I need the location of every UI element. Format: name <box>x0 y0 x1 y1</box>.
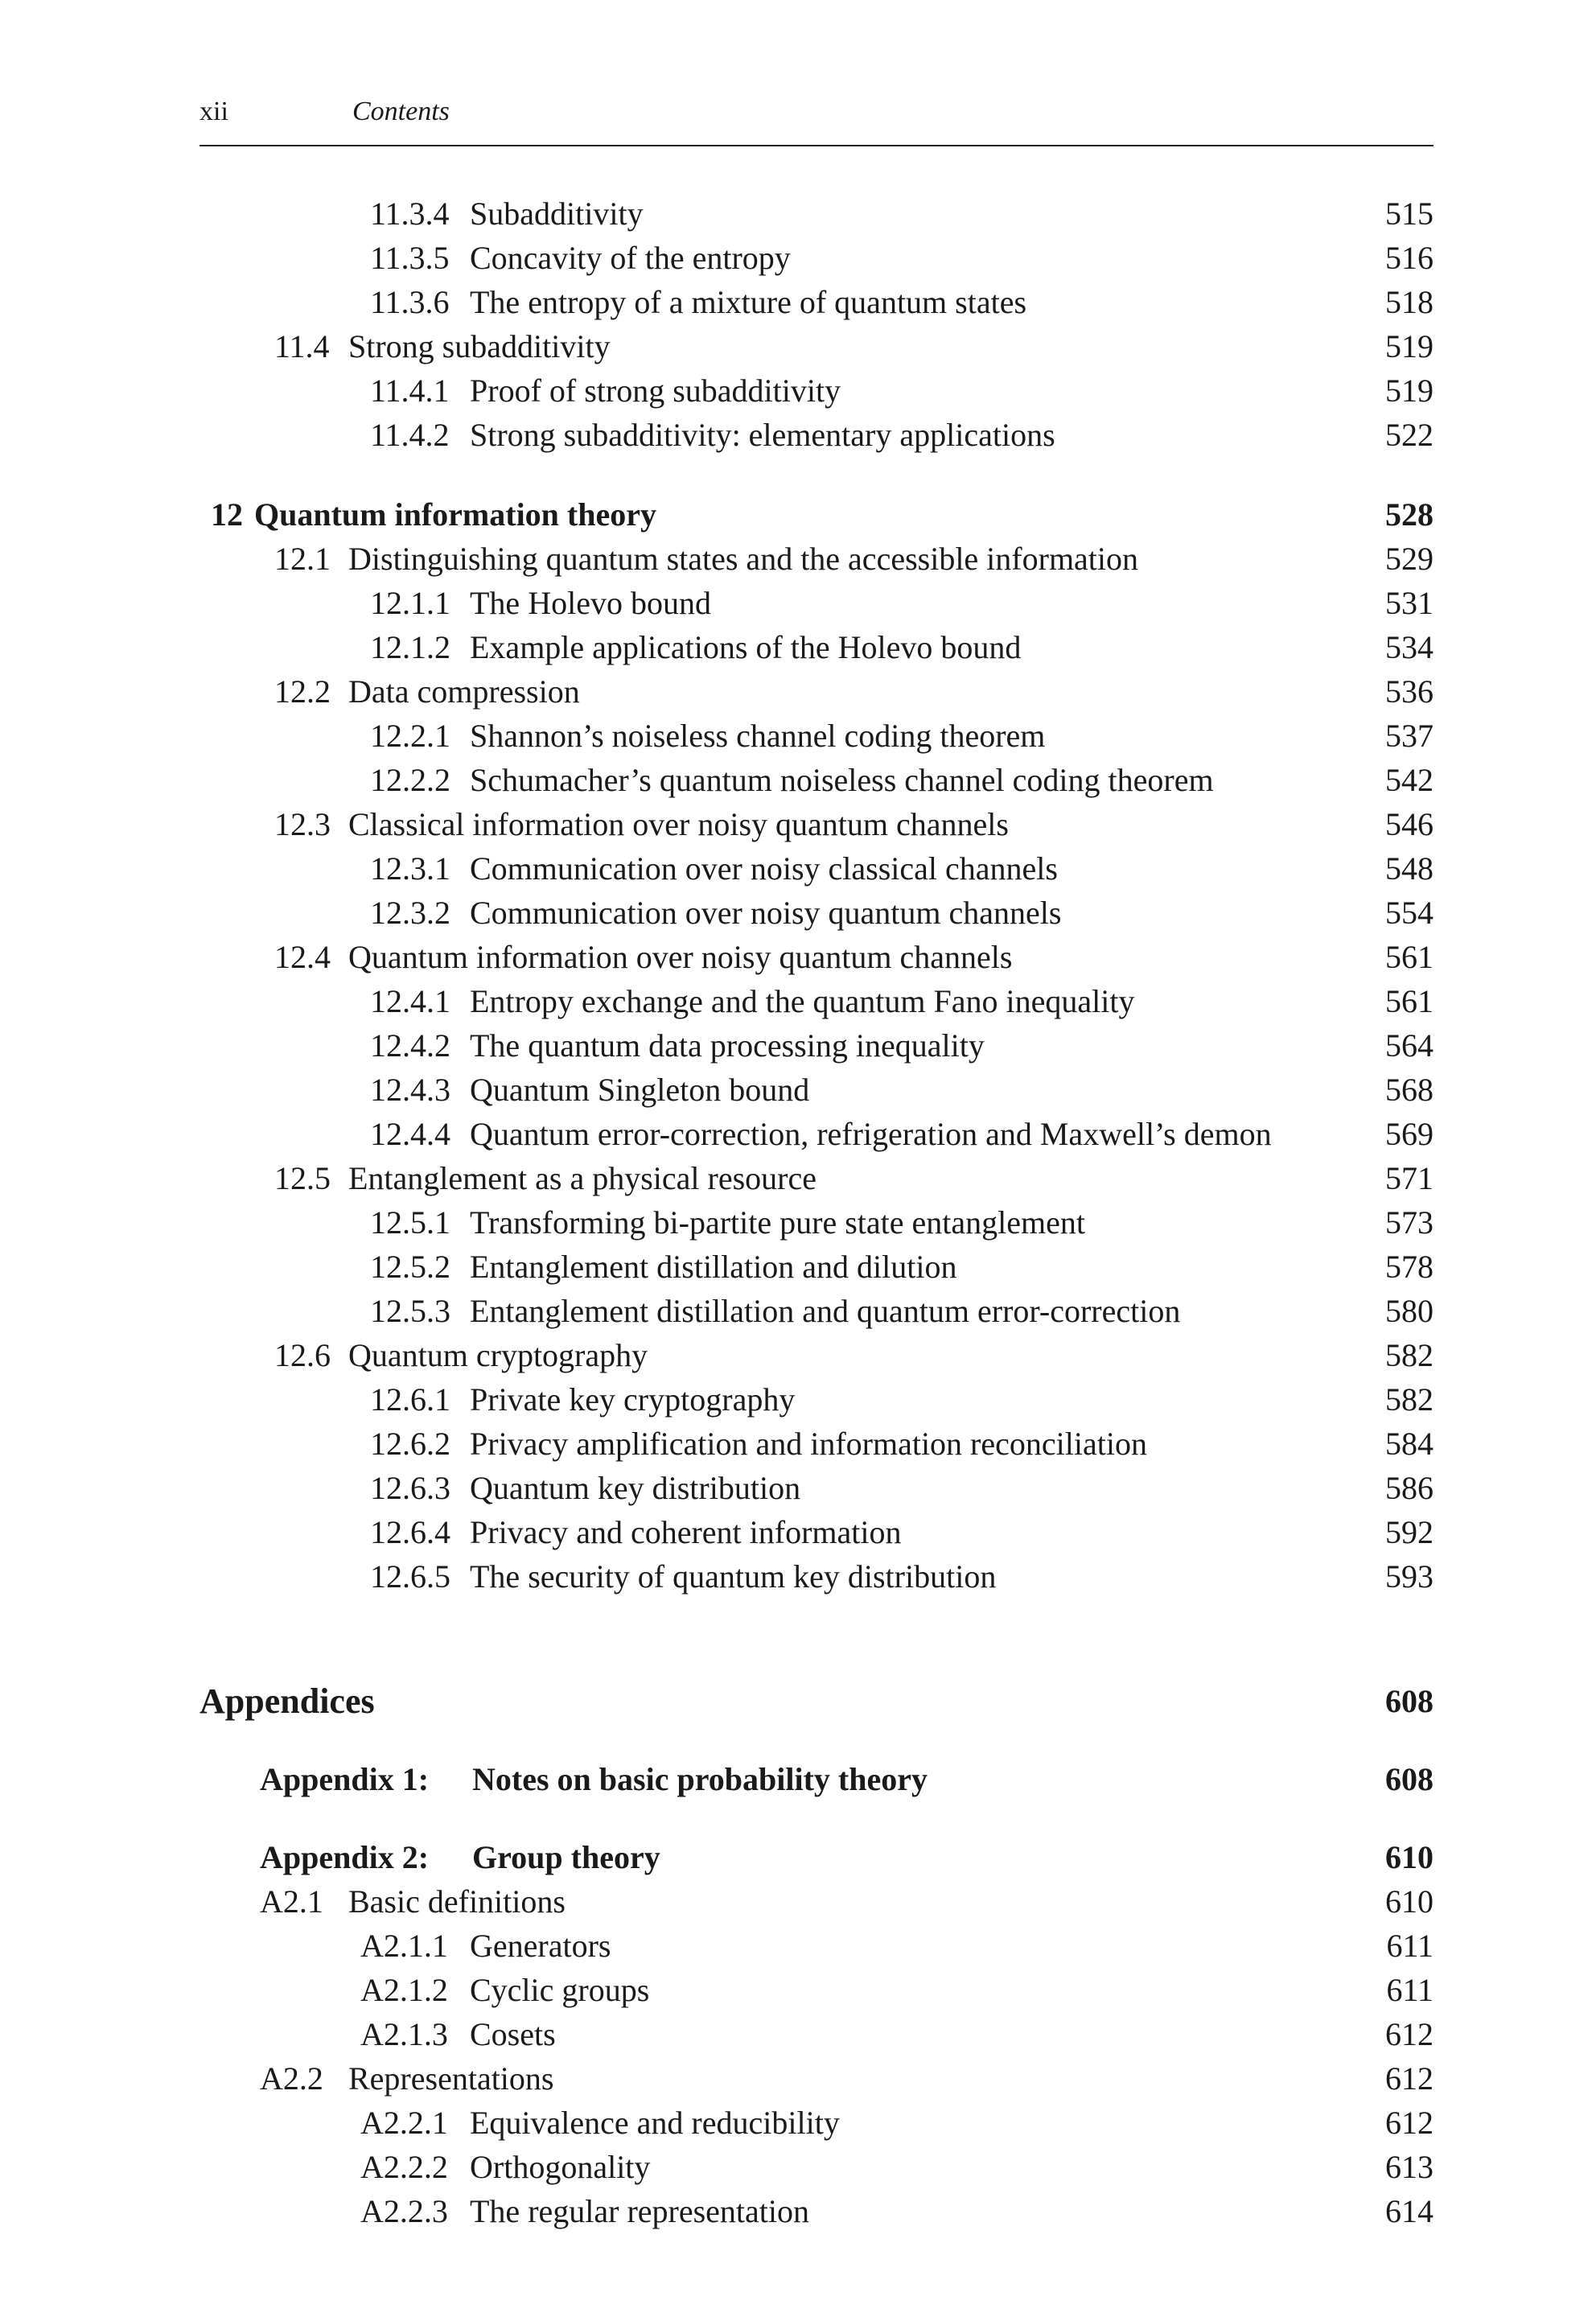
toc-entry-title: Quantum key distribution <box>470 1470 801 1506</box>
toc-entry-12-4-2[interactable] <box>200 1023 1434 1068</box>
toc-entry-title: The quantum data processing inequality <box>470 1027 985 1064</box>
toc-entry-number: A2.2.1 <box>360 2105 448 2141</box>
toc-entry-title: Data compression <box>348 673 580 710</box>
toc-entry-a2-1-2[interactable] <box>200 1968 1434 2012</box>
toc-entry-a2-1-3[interactable] <box>200 2012 1434 2056</box>
toc-entry-number: 12.2 <box>274 673 331 710</box>
toc-entry-page: 571 <box>1385 1160 1434 1196</box>
toc-entry-number: 12.4.2 <box>370 1027 450 1064</box>
toc-entry-title: Private key cryptography <box>470 1381 796 1418</box>
toc-entry-number: 12.6.3 <box>370 1470 450 1506</box>
toc-entry-number: 12.6.2 <box>370 1426 450 1462</box>
toc-entry-number: 12.1 <box>274 541 331 577</box>
toc-entry-page: 519 <box>1385 372 1434 409</box>
toc-entry-title: Schumacher’s quantum noiseless channel coding theorem <box>470 762 1214 798</box>
toc-entry-title: Shannon’s noiseless channel coding theorem <box>470 718 1046 754</box>
toc-entry-12-5-2[interactable] <box>200 1245 1434 1289</box>
toc-entry-11-4-1[interactable] <box>200 368 1434 413</box>
toc-entry-page: 536 <box>1385 673 1434 710</box>
toc-entry-number: A2.1 <box>260 1883 323 1920</box>
toc-entry-page: 531 <box>1385 585 1434 621</box>
appendices-page: 608 <box>1385 1683 1434 1719</box>
toc-entry-title: Orthogonality <box>470 2149 651 2185</box>
toc-entry-title: Concavity of the entropy <box>470 240 791 276</box>
toc-entry-page: 573 <box>1385 1204 1434 1241</box>
toc-entry-number: 12.6.1 <box>370 1381 450 1418</box>
toc-entry-12-6-4[interactable] <box>200 1510 1434 1554</box>
toc-entry-12-1[interactable] <box>200 537 1434 581</box>
toc-entry-number: 12.4.3 <box>370 1072 450 1108</box>
appendix-number: Appendix 1: <box>260 1761 430 1797</box>
toc-entry-title: The regular representation <box>470 2193 810 2229</box>
toc-entry-page: 564 <box>1385 1027 1434 1064</box>
toc-entry-11-4[interactable] <box>200 324 1434 368</box>
toc-entry-12-5-1[interactable] <box>200 1200 1434 1245</box>
toc-entry-title: Distinguishing quantum states and the accessible information <box>348 541 1139 577</box>
header-running-title: Contents <box>352 97 450 126</box>
toc-entry-12-6[interactable] <box>200 1333 1434 1377</box>
toc-entry-12-4[interactable] <box>200 935 1434 979</box>
toc-entry-title: Quantum information over noisy quantum channels <box>348 939 1013 975</box>
toc-entry-12-1-1[interactable] <box>200 581 1434 625</box>
toc-entry-number: 11.4.2 <box>370 417 450 453</box>
toc-entry-title: Representations <box>348 2060 554 2097</box>
toc-entry-number: 12.2.2 <box>370 762 450 798</box>
toc-entry-a2-2-3[interactable] <box>200 2189 1434 2233</box>
toc-entry-page: 554 <box>1385 895 1434 931</box>
toc-entry-title: Quantum error-correction, refrigeration and Maxwell’s demon <box>470 1116 1272 1152</box>
toc-entry-title: Communication over noisy classical channels <box>470 850 1058 887</box>
toc-entry-page: 592 <box>1385 1514 1434 1550</box>
toc-entry-title: Quantum cryptography <box>348 1337 648 1373</box>
appendix-page: 608 <box>1385 1761 1434 1797</box>
toc-entry-12-2-2[interactable] <box>200 758 1434 802</box>
toc-entry-title: Privacy amplification and information reconciliation <box>470 1426 1147 1462</box>
toc-entry-a2-2-1[interactable] <box>200 2101 1434 2145</box>
toc-entry-12-5-3[interactable] <box>200 1289 1434 1333</box>
toc-entry-page: 586 <box>1385 1470 1434 1506</box>
toc-entry-number: 12.3 <box>274 806 331 842</box>
appendix-title: Group theory <box>472 1839 660 1875</box>
toc-entry-title: The entropy of a mixture of quantum states <box>470 284 1027 320</box>
toc-entry-title: Entanglement distillation and quantum error-correction <box>470 1293 1181 1329</box>
toc-entry-number: 12.5.1 <box>370 1204 450 1241</box>
toc-entry-page: 612 <box>1385 2060 1434 2097</box>
toc-entry-title: Basic definitions <box>348 1883 566 1920</box>
toc-entry-page: 593 <box>1385 1558 1434 1595</box>
toc-entry-number: 11.4 <box>274 328 330 364</box>
toc-entry-12-2-1[interactable] <box>200 714 1434 758</box>
toc-entry-title: Cosets <box>470 2016 556 2052</box>
toc-entry-page: 515 <box>1385 195 1434 232</box>
toc-entry-12-4-3[interactable] <box>200 1068 1434 1112</box>
toc-entry-number: A2.1.1 <box>360 1928 448 1964</box>
toc-entry-title: Cyclic groups <box>470 1972 650 2008</box>
toc-entry-page: 614 <box>1385 2193 1434 2229</box>
toc-entry-title: Equivalence and reducibility <box>470 2105 840 2141</box>
toc-entry-title: Strong subadditivity: elementary applications <box>470 417 1055 453</box>
toc-entry-number: 12.1.2 <box>370 629 450 665</box>
toc-entry-page: 612 <box>1385 2016 1434 2052</box>
toc-entry-12-6-1[interactable] <box>200 1377 1434 1422</box>
toc-entry-page: 537 <box>1385 718 1434 754</box>
toc-entry-number: 12.1.1 <box>370 585 450 621</box>
page-header <box>200 93 1434 146</box>
toc-entry-page: 612 <box>1385 2105 1434 2141</box>
toc-entry-12-6-5[interactable] <box>200 1554 1434 1599</box>
toc-entry-title: Entanglement as a physical resource <box>348 1160 817 1196</box>
toc-entry-title: The Holevo bound <box>470 585 711 621</box>
toc-entry-11-3-6[interactable] <box>200 280 1434 324</box>
appendix-page: 610 <box>1385 1839 1434 1875</box>
appendix-title: Notes on basic probability theory <box>472 1761 928 1797</box>
toc-entry-title: Subadditivity <box>470 195 644 232</box>
toc-entry-page: 578 <box>1385 1249 1434 1285</box>
toc-entry-number: 11.3.6 <box>370 284 450 320</box>
toc-entry-number: 12.5 <box>274 1160 331 1196</box>
toc-entry-number: 12.4.4 <box>370 1116 450 1152</box>
chapter-page: 528 <box>1385 496 1434 533</box>
toc-appendix-2[interactable] <box>200 1835 1434 1879</box>
appendices-title: Appendices <box>200 1681 375 1721</box>
toc-entry-page: 529 <box>1385 541 1434 577</box>
toc-entry-number: 11.3.4 <box>370 195 450 232</box>
toc-entry-page: 584 <box>1385 1426 1434 1462</box>
header-page-number: xii <box>200 97 228 126</box>
toc-entry-page: 610 <box>1385 1883 1434 1920</box>
toc-entry-title: Communication over noisy quantum channels <box>470 895 1062 931</box>
toc-entry-page: 561 <box>1385 983 1434 1019</box>
toc-entry-number: A2.2 <box>260 2060 323 2097</box>
chapter-number: 12 <box>211 496 243 533</box>
toc-entry-number: 11.4.1 <box>370 372 450 409</box>
toc-appendices-heading[interactable] <box>200 1679 1434 1723</box>
toc-entry-page: 516 <box>1385 240 1434 276</box>
toc-entry-page: 519 <box>1385 328 1434 364</box>
toc-entry-number: 12.4.1 <box>370 983 450 1019</box>
toc-entry-number: A2.1.2 <box>360 1972 448 2008</box>
toc-entry-number: A2.2.3 <box>360 2193 448 2229</box>
toc-entry-12-5[interactable] <box>200 1156 1434 1200</box>
toc-entry-number: 12.6.4 <box>370 1514 450 1550</box>
toc-entry-title: The security of quantum key distribution <box>470 1558 997 1595</box>
toc-entry-a2-2-2[interactable] <box>200 2145 1434 2189</box>
toc-entry-title: Example applications of the Holevo bound <box>470 629 1022 665</box>
toc-entry-number: 12.3.2 <box>370 895 450 931</box>
toc-entry-number: A2.2.2 <box>360 2149 448 2185</box>
toc-entry-number: 11.3.5 <box>370 240 450 276</box>
toc-entry-12-1-2[interactable] <box>200 625 1434 669</box>
toc-entry-page: 534 <box>1385 629 1434 665</box>
toc-entry-11-3-5[interactable] <box>200 236 1434 280</box>
toc-entry-page: 569 <box>1385 1116 1434 1152</box>
toc-entry-page: 611 <box>1386 1972 1434 2008</box>
toc-entry-12-4-1[interactable] <box>200 979 1434 1023</box>
toc-entry-title: Classical information over noisy quantum channels <box>348 806 1009 842</box>
toc-appendix-1[interactable] <box>200 1757 1434 1801</box>
toc-entry-page: 518 <box>1385 284 1434 320</box>
toc-entry-number: 12.4 <box>274 939 331 975</box>
toc-entry-page: 542 <box>1385 762 1434 798</box>
toc-entry-page: 582 <box>1385 1381 1434 1418</box>
toc-entry-12-3-1[interactable] <box>200 846 1434 891</box>
toc-entry-a2-1[interactable] <box>200 1879 1434 1924</box>
chapter-title: Quantum information theory <box>254 496 656 533</box>
toc-entry-title: Entanglement distillation and dilution <box>470 1249 957 1285</box>
toc-entry-title: Quantum Singleton bound <box>470 1072 810 1108</box>
toc-entry-page: 561 <box>1385 939 1434 975</box>
toc-entry-title: Transforming bi-partite pure state entanglement <box>470 1204 1085 1241</box>
toc-entry-page: 611 <box>1386 1928 1434 1964</box>
toc-entry-page: 580 <box>1385 1293 1434 1329</box>
appendix-number: Appendix 2: <box>260 1839 430 1875</box>
toc-entry-12-4-4[interactable] <box>200 1112 1434 1156</box>
toc-entry-number: 12.6.5 <box>370 1558 450 1595</box>
table-of-contents <box>200 191 1434 2233</box>
toc-entry-title: Entropy exchange and the quantum Fano inequality <box>470 983 1135 1019</box>
toc-entry-title: Proof of strong subadditivity <box>470 372 841 409</box>
toc-entry-number: 12.3.1 <box>370 850 450 887</box>
toc-entry-title: Generators <box>470 1928 611 1964</box>
toc-entry-page: 613 <box>1385 2149 1434 2185</box>
toc-entry-a2-1-1[interactable] <box>200 1924 1434 1968</box>
toc-entry-page: 548 <box>1385 850 1434 887</box>
toc-entry-number: 12.5.2 <box>370 1249 450 1285</box>
toc-entry-12-3[interactable] <box>200 802 1434 846</box>
toc-entry-11-3-4[interactable] <box>200 191 1434 236</box>
toc-entry-11-4-2[interactable] <box>200 413 1434 457</box>
toc-entry-page: 568 <box>1385 1072 1434 1108</box>
toc-entry-page: 522 <box>1385 417 1434 453</box>
toc-entry-title: Strong subadditivity <box>348 328 611 364</box>
toc-entry-page: 546 <box>1385 806 1434 842</box>
toc-entry-number: 12.5.3 <box>370 1293 450 1329</box>
toc-entry-12-6-2[interactable] <box>200 1422 1434 1466</box>
toc-chapter-12[interactable] <box>200 492 1434 537</box>
toc-entry-number: 12.2.1 <box>370 718 450 754</box>
toc-entry-12-6-3[interactable] <box>200 1466 1434 1510</box>
toc-entry-title: Privacy and coherent information <box>470 1514 902 1550</box>
toc-entry-12-2[interactable] <box>200 669 1434 714</box>
toc-entry-number: A2.1.3 <box>360 2016 448 2052</box>
toc-entry-number: 12.6 <box>274 1337 331 1373</box>
toc-entry-a2-2[interactable] <box>200 2056 1434 2101</box>
toc-entry-12-3-2[interactable] <box>200 891 1434 935</box>
toc-entry-page: 582 <box>1385 1337 1434 1373</box>
